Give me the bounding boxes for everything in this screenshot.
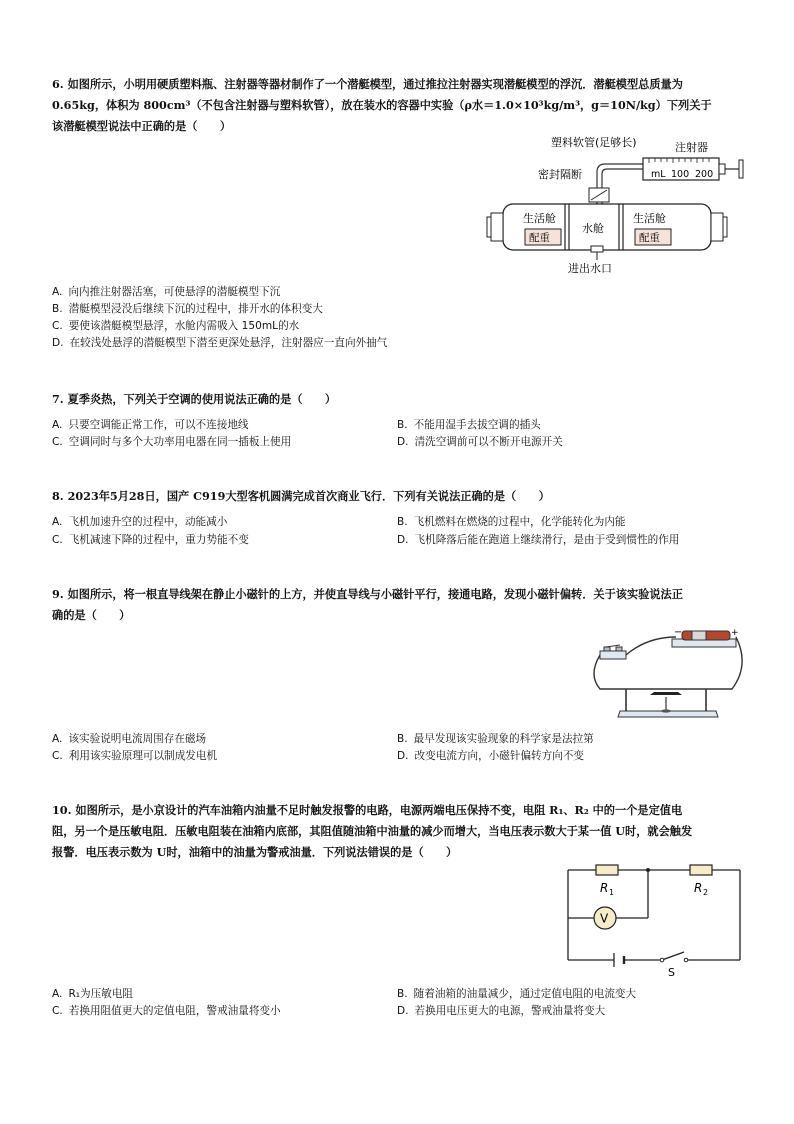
switch-label: S [668, 966, 675, 978]
scale-200: 200 [695, 169, 714, 180]
q9-option-b[interactable]: B. 最早发现该实验现象的科学家是法拉第 [397, 733, 594, 745]
q9-line-1: 9. 如图所示，将一根直导线架在静止小磁针的上方，并使直导线与小磁针平行，接通电路，发现小磁针偏转．关于该实验说法正 [52, 587, 683, 601]
q10-option-b[interactable]: B. 随着油箱的油量减少，通过定值电阻的电流变大 [397, 988, 637, 1000]
right-cabin-label: 生活舱 [633, 212, 666, 225]
q6-option-d[interactable]: D. 在较浅处悬浮的潜艇模型下潜至更深处悬浮，注射器应一直向外抽气 [52, 337, 388, 349]
r1-subscript: 1 [609, 888, 615, 897]
q6-number: 6. [52, 77, 64, 91]
q6-option-a[interactable]: A. 向内推注射器活塞，可使悬浮的潜艇模型下沉 [52, 286, 281, 298]
question-10-stem [52, 800, 752, 863]
q7-option-a[interactable]: A. 只要空调能正常工作，可以不连接地线 [52, 419, 249, 431]
syringe-label: 注射器 [675, 141, 708, 154]
battery-plus-label: + [731, 628, 739, 638]
left-cabin-label: 生活舱 [523, 212, 556, 225]
q10-line-1: 10. 如图所示，是小京设计的汽车油箱内油量不足时触发报警的电路，电源两端电压保持不变，电阻 R₁、R₂ 中的一个是定值电 [52, 803, 683, 817]
right-weight-label: 配重 [639, 232, 660, 244]
q9-option-a[interactable]: A. 该实验说明电流周围存在磁场 [52, 733, 207, 745]
submarine-model-figure [483, 134, 748, 276]
water-cabin-label: 水舱 [582, 222, 604, 235]
question-8-stem [52, 486, 752, 507]
battery-minus-label: − [674, 627, 683, 638]
q10-option-c[interactable]: C. 若换用阻值更大的定值电阻，警戒油量将变小 [52, 1005, 281, 1017]
q8-number: 8. [52, 489, 64, 503]
q6-line-1: 6. 如图所示，小明用硬质塑料瓶、注射器等器材制作了一个潜艇模型，通过推拉注射器实现潜艇模型的浮沉．潜艇模型总质量为 [52, 77, 683, 91]
q9-option-d[interactable]: D. 改变电流方向，小磁针偏转方向不变 [397, 750, 585, 762]
q8-line-1: 8. 2023年5月28日，国产 C919大型客机圆满完成首次商业飞行．下列有关说法正确的是（ ） [52, 489, 550, 503]
oersted-experiment-figure [592, 625, 744, 725]
question-7-stem [52, 389, 752, 410]
q7-option-c[interactable]: C. 空调同时与多个大功率用电器在同一插板上使用 [52, 436, 292, 448]
voltmeter-label: V [600, 911, 609, 926]
r2-label: R [694, 881, 703, 895]
q6-line-2: 0.65kg，体积为 800cm³（不包含注射器与塑料软管），放在装水的容器中实验（ρ水＝1.0×10³kg/m³，g＝10N/kg）下列关于 [52, 98, 712, 112]
q6-option-c[interactable]: C. 要使该潜艇模型悬浮，水舱内需吸入 150mL的水 [52, 320, 300, 332]
question-6-stem [52, 74, 752, 137]
question-9-stem [52, 584, 752, 626]
q9-number: 9. [52, 587, 64, 601]
q10-line-3: 报警．电压表示数为 U时，油箱中的油量为警戒油量．下列说法错误的是（ ） [52, 845, 458, 859]
q6-option-b[interactable]: B. 潜艇模型浸没后继续下沉的过程中，排开水的体积变大 [52, 303, 323, 315]
alarm-circuit-figure [562, 862, 744, 978]
scale-unit: mL [651, 169, 666, 180]
q7-option-d[interactable]: D. 清洗空调前可以不断开电源开关 [397, 436, 563, 448]
q10-line-2: 阻，另一个是压敏电阻．压敏电阻装在油箱内底部，其阻值随油箱中油量的减少而增大，当电压表示数大于某一值 U时，就会触发 [52, 824, 693, 838]
q8-option-c[interactable]: C. 飞机减速下降的过程中，重力势能不变 [52, 534, 249, 546]
q8-option-b[interactable]: B. 飞机燃料在燃烧的过程中，化学能转化为内能 [397, 516, 626, 528]
q10-number: 10. [52, 803, 72, 817]
q8-option-d[interactable]: D. 飞机降落后能在跑道上继续滑行，是由于受到惯性的作用 [397, 534, 680, 546]
q6-line-3: 该潜艇模型说法中正确的是（ ） [52, 119, 232, 133]
q8-option-a[interactable]: A. 飞机加速升空的过程中，动能减小 [52, 516, 228, 528]
tube-label: 塑料软管(足够长) [551, 136, 637, 149]
q9-line-2: 确的是（ ） [52, 608, 131, 622]
q9-option-c[interactable]: C. 利用该实验原理可以制成发电机 [52, 750, 218, 762]
r1-label: R [600, 881, 609, 895]
q7-line-1: 7. 夏季炎热，下列关于空调的使用说法正确的是（ ） [52, 392, 337, 406]
inlet-label: 进出水口 [568, 262, 612, 275]
scale-100: 100 [671, 169, 690, 180]
q10-option-a[interactable]: A. R₁为压敏电阻 [52, 988, 134, 1000]
r2-subscript: 2 [703, 888, 709, 897]
left-weight-label: 配重 [529, 232, 550, 244]
seal-label: 密封隔断 [538, 168, 582, 181]
q10-option-d[interactable]: D. 若换用电压更大的电源，警戒油量将变大 [397, 1005, 606, 1017]
q7-option-b[interactable]: B. 不能用湿手去拔空调的插头 [397, 419, 541, 431]
q7-number: 7. [52, 392, 64, 406]
